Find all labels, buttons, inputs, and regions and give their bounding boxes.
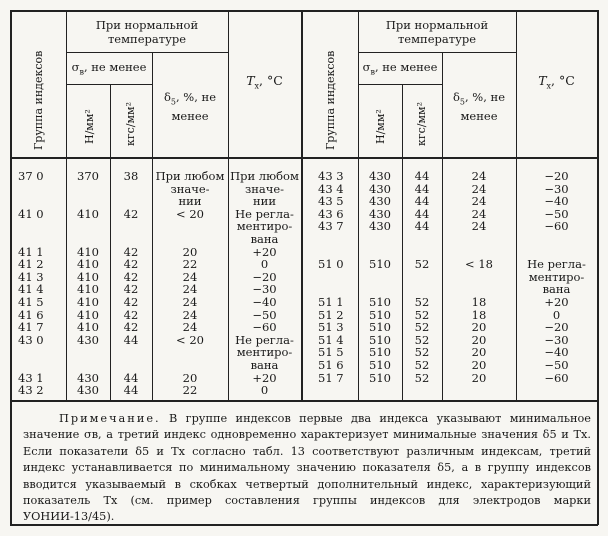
group-header-right: Группа индексов xyxy=(324,50,337,150)
right-n-column: 430 430 430 430 430 510 510 510 510 510 510 510 510 xyxy=(369,169,391,385)
unit-n-header-left: Н/мм² xyxy=(83,109,96,144)
normal-temp-header-left xyxy=(66,18,228,46)
hline xyxy=(66,84,152,85)
right-tx-column: −20 −30 −40 −50 −60 Не регла- ментиро- вана +20 0 −20 −30 −40 −50 −60 xyxy=(527,169,586,385)
frame-right xyxy=(597,10,599,525)
hline xyxy=(358,52,516,53)
normal-temp-line1: При нормальной xyxy=(385,18,489,32)
unit-kgs-header-left: кгс/мм² xyxy=(124,101,137,146)
frame-left xyxy=(10,10,12,525)
right-kgs-column: 44 44 44 44 44 52 52 52 52 52 52 52 52 xyxy=(414,169,430,385)
tx-header-left: $T_x$, °C xyxy=(246,73,283,91)
group-header-left: Группа индексов xyxy=(32,50,45,150)
normal-temp-line2: температуре xyxy=(397,32,477,46)
left-delta-column: При любом значе- нии < 20 20 22 24 24 24 24 24 < 20 20 22 xyxy=(155,169,225,398)
right-delta-column: 24 24 24 24 24 < 18 18 18 20 20 20 20 20 xyxy=(465,169,493,385)
hline xyxy=(66,52,228,53)
normal-temp-header-right xyxy=(358,18,516,46)
left-kgs-column: 38 42 42 42 42 42 42 42 42 44 44 44 xyxy=(123,169,139,398)
table-bottom-rule xyxy=(10,400,598,402)
sigma-header-left: $\sigma_в$, не менее xyxy=(71,60,147,77)
note-lead: Примечание. xyxy=(59,412,161,425)
right-group-column: 43 3 43 4 43 5 43 6 43 7 51 0 51 1 51 2 51 3 51 4 51 5 51 6 51 7 xyxy=(318,169,344,385)
sigma-header-right: $\sigma_в$, не менее xyxy=(362,60,438,77)
note-text: В группе индексов первые два индекса указывают минимальное значение σв, а третий индекс одновременно характеризует минимальные значения δ5 и Tx. Если показатели δ5 и Tx согласно табл. 13 соответствуют различным индексам, третий индекс устанавливается по минимальному значению показателя δ5, а в группу индексов вводится указываемый в скобках четвертый дополнительный индекс, характеризующий показатель Tx (см. пример составления группы индексов для электродов марки УОНИИ-13/45). xyxy=(23,412,591,524)
left-tx-column: При любом значе- нии Не регла- ментиро- вана +20 0 −20 −30 −40 −50 −60 Не регла- ментиро- вана +20 0 xyxy=(230,169,299,398)
normal-temp-line2: температуре xyxy=(107,32,187,46)
center-divider xyxy=(301,10,303,401)
header-rule xyxy=(10,157,598,159)
frame-top xyxy=(10,10,598,12)
unit-n-header-right: Н/мм² xyxy=(374,109,387,144)
delta-header-left: $\delta_5$, %, не менее xyxy=(163,90,217,124)
left-group-column: 37 0 41 0 41 1 41 2 41 3 41 4 41 5 41 6 41 7 43 0 43 1 43 2 xyxy=(18,169,44,398)
table-note xyxy=(23,411,591,526)
left-n-column: 370 410 410 410 410 410 410 410 410 430 430 430 xyxy=(77,169,99,398)
hline xyxy=(358,84,442,85)
tx-header-right: $T_x$, °C xyxy=(538,73,575,91)
delta-header-right: $\delta_5$, %, не менее xyxy=(452,90,506,124)
unit-kgs-header-right: кгс/мм² xyxy=(415,101,428,146)
normal-temp-line1: При нормальной xyxy=(95,18,199,32)
